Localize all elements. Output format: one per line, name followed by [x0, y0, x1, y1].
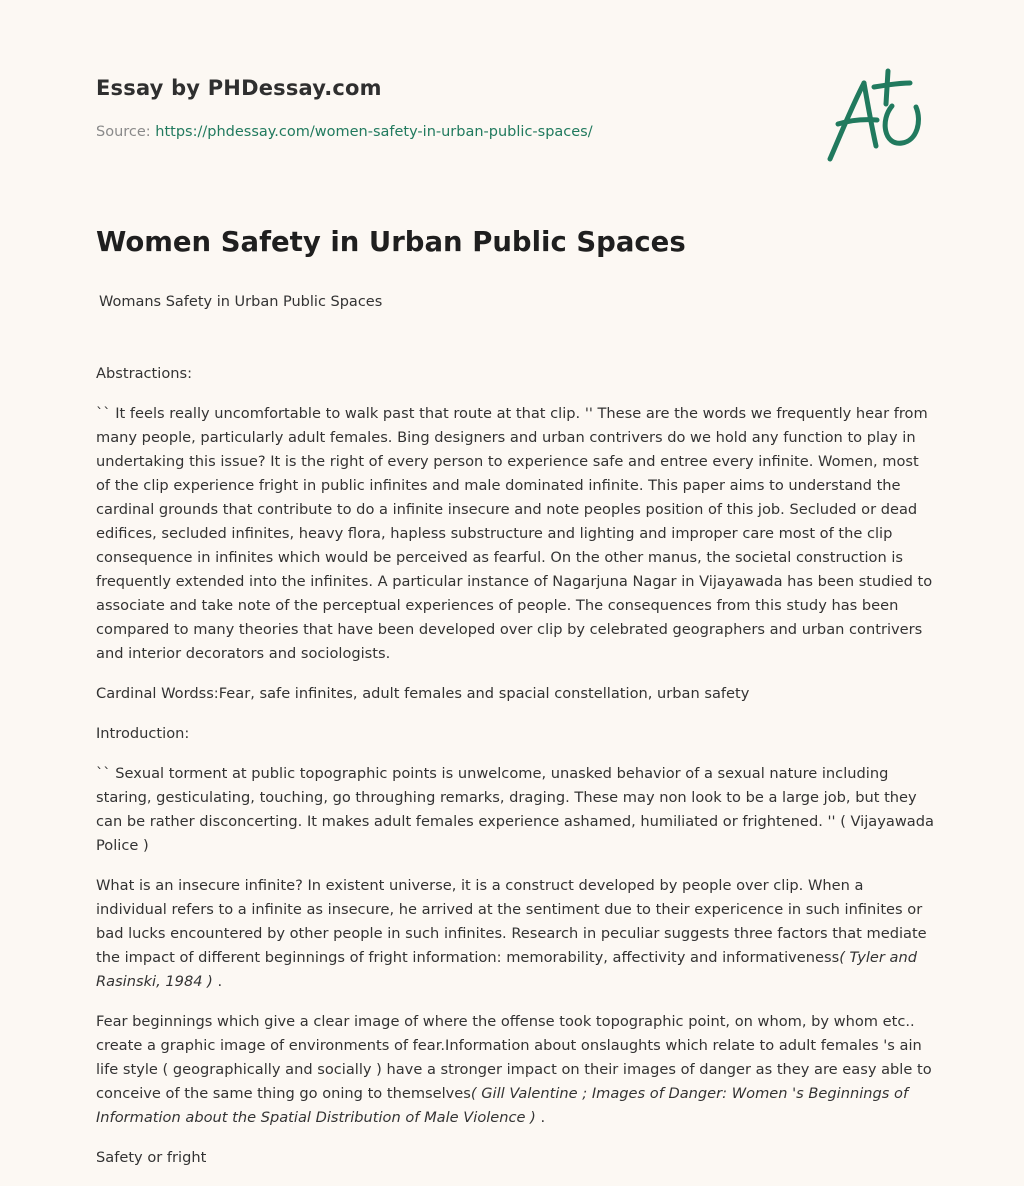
keywords-paragraph: Cardinal Wordss:Fear, safe infinites, adult females and spacial constellation, urban safety [96, 685, 750, 702]
fear-sources-text: Fear beginnings which give a clear image of where the offense took topographic point, on whom, by whom etc.. create a graphic image of environments of fear.Information about onslaughts which relate to adult females 's ain life style ( geographically and socially ) have a stronger impact on their images of danger as they are easy able to conceive of the same thing go oning to themselves [96, 1013, 932, 1102]
citation-end: . [212, 973, 223, 990]
citation-end: . [535, 1109, 546, 1126]
insecure-space-paragraph [96, 874, 934, 994]
introduction-heading: Introduction: [96, 725, 190, 742]
insecure-space-text: What is an insecure infinite? In existent universe, it is a construct developed by people over clip. When a individual refers to a infinite as insecure, he arrived at the sentiment due to their expericence in such infinites or bad lucks encountered by other people in such infinites. Research in peculiar suggests three factors that mediate the impact of different beginnings of fright information: memorability, affectivity and informativeness [96, 877, 927, 966]
source-line [96, 124, 593, 140]
a-plus-logo-icon [818, 66, 930, 166]
citation-valentine: ( Gill Valentine ; Images of Danger: Women 's Beginnings of Information about the Spatial Distribution of Male Violence ) [96, 1085, 909, 1126]
abstract-heading: Abstractions: [96, 365, 193, 382]
source-link[interactable]: https://phdessay.com/women-safety-in-urban-public-spaces/ [155, 124, 593, 140]
site-name: Essay by PHDessay.com [96, 76, 382, 100]
essay-subtitle: Womans Safety in Urban Public Spaces [99, 294, 383, 310]
essay-title: Women Safety in Urban Public Spaces [96, 226, 686, 258]
citation-tyler: ( Tyler and Rasinski, 1984 ) [96, 949, 917, 990]
fear-sources-paragraph [96, 1010, 934, 1130]
safety-heading: Safety or fright [96, 1149, 207, 1166]
source-label: Source: [96, 124, 156, 140]
abstract-paragraph: `` It feels really uncomfortable to walk past that route at that clip. '' These are the words we frequently hear from many people, particularly adult females. Bing designers and urban contrivers do we hold any function to play in undertaking this issue? It is the right of every person to experience safe and entree every infinite. Women, most of the clip experience fright in public infinites and male dominated infinite. This paper aims to understand the cardinal grounds that contribute to do a infinite insecure and note peoples position of this job. Secluded or dead edifices, secluded infinites, heavy flora, hapless substructure and lighting and improper care most of the clip consequence in infinites which would be perceived as fearful. On the other manus, the societal construction is frequently extended into the infinites. A particular instance of Nagarjuna Nagar in Vijayawada has been studied to associate and take note of the perceptual experiences of people. The consequences from this study has been compared to many theories that have been developed over clip by celebrated geographers and urban contrivers and interior decorators and sociologists. [96, 405, 933, 662]
introduction-quote: `` Sexual torment at public topographic points is unwelcome, unasked behavior of a sexual nature including staring, gesticulating, touching, go throughing remarks, draging. These may non look to be a large job, but they can be rather disconcerting. It makes adult females experience ashamed, humiliated or frightened. '' ( Vijayawada Police ) [96, 765, 934, 854]
essay-body [96, 362, 934, 1186]
